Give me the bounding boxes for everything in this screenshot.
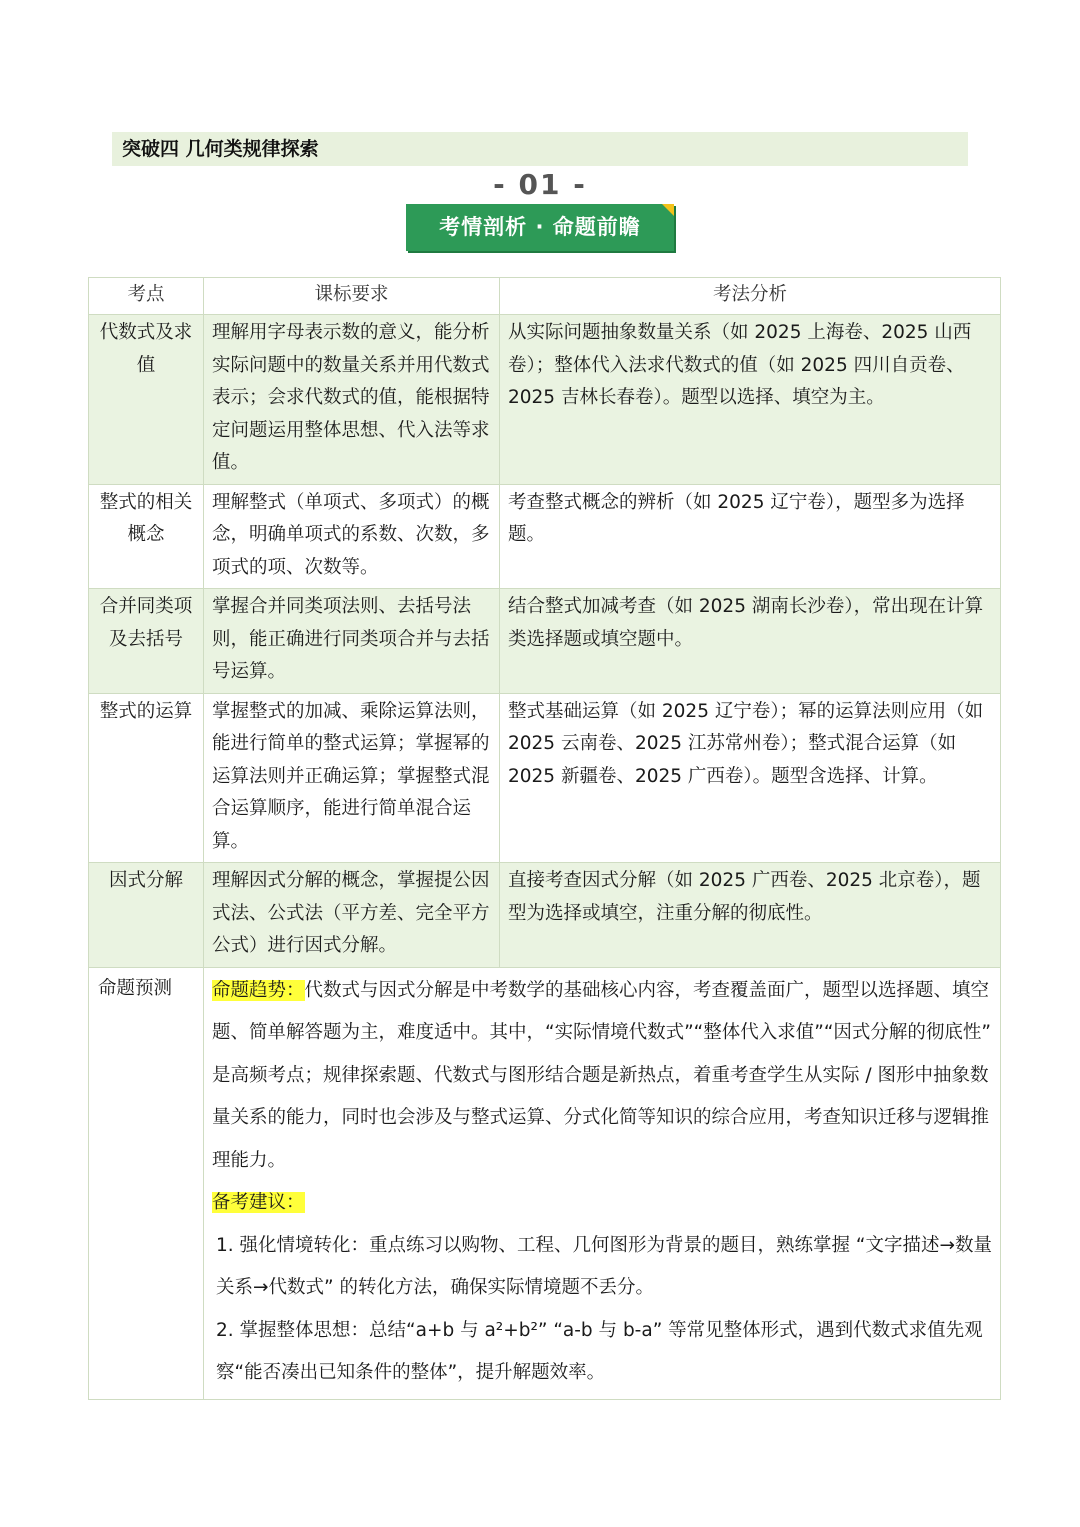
standard-cell: 理解因式分解的概念，掌握提公因式法、公式法（平方差、完全平方公式）进行因式分解。: [204, 863, 500, 968]
table-row: [89, 484, 1001, 589]
analysis-cell: 结合整式加减考查（如 2025 湖南长沙卷），常出现在计算类选择题或填空题中。: [500, 589, 1001, 694]
forecast-content-cell: [204, 967, 1001, 1399]
analysis-cell: 直接考查因式分解（如 2025 广西卷、2025 北京卷），题型为选择或填空，注重分解的彻底性。: [500, 863, 1001, 968]
exam-analysis-table: [88, 277, 1001, 1400]
table-row: [89, 863, 1001, 968]
page-number: - 01 -: [493, 168, 587, 201]
forecast-topic-cell: 命题预测: [89, 967, 204, 1399]
topic-cell: 合并同类项及去括号: [89, 589, 204, 694]
standard-cell: 理解用字母表示数的意义，能分析实际问题中的数量关系并用代数式表示；会求代数式的值，能根据特定问题运用整体思想、代入法等求值。: [204, 315, 500, 485]
header-topic: 考点: [89, 278, 204, 315]
forecast-row: [89, 967, 1001, 1399]
analysis-cell: 考查整式概念的辨析（如 2025 辽宁卷），题型多为选择题。: [500, 484, 1001, 589]
trend-label: 命题趋势：: [212, 979, 305, 1001]
advice-label: 备考建议：: [212, 1192, 305, 1213]
topic-cell: 代数式及求值: [89, 315, 204, 485]
analysis-cell: 整式基础运算（如 2025 辽宁卷）；幂的运算法则应用（如 2025 云南卷、2025 江苏常州卷）；整式混合运算（如 2025 新疆卷、2025 广西卷）。题型含选择、计算。: [500, 693, 1001, 863]
banner-corner-decoration: [662, 204, 674, 216]
forecast-advice-heading: [212, 1182, 992, 1225]
section-banner: [406, 204, 674, 251]
table-row: [89, 589, 1001, 694]
standard-cell: 掌握合并同类项法则、去括号法则，能正确进行同类项合并与去括号运算。: [204, 589, 500, 694]
advice-item: 2. 掌握整体思想：总结“a+b 与 a²+b²” “a-b 与 b-a” 等常见整体形式，遇到代数式求值先观察“能否凑出已知条件的整体”，提升解题效率。: [216, 1319, 983, 1383]
section-title: 突破四 几何类规律探索: [112, 132, 968, 166]
analysis-cell: 从实际问题抽象数量关系（如 2025 上海卷、2025 山西卷）；整体代入法求代数式的值（如 2025 四川自贡卷、2025 吉林长春卷）。题型以选择、填空为主。: [500, 315, 1001, 485]
standard-cell: 理解整式（单项式、多项式）的概念，明确单项式的系数、次数，多项式的项、次数等。: [204, 484, 500, 589]
table-row: [89, 315, 1001, 485]
table-header-row: [89, 278, 1001, 315]
table-row: [89, 693, 1001, 863]
forecast-trend: [212, 970, 992, 1183]
advice-item: 1. 强化情境转化：重点练习以购物、工程、几何图形为背景的题目，熟练掌握 “文字描述→数量关系→代数式” 的转化方法，确保实际情境题不丢分。: [216, 1234, 993, 1298]
topic-cell: 因式分解: [89, 863, 204, 968]
header-analysis: 考法分析: [500, 278, 1001, 315]
header-standard: 课标要求: [204, 278, 500, 315]
trend-text: 代数式与因式分解是中考数学的基础核心内容，考查覆盖面广，题型以选择题、填空题、简单解答题为主，难度适中。其中，“实际情境代数式”“整体代入求值”“因式分解的彻底性” 是高频考点；规律探索题、代数式与图形结合题是新热点，着重考查学生从实际 / 图形中抽象数量关系的能力，同时也会涉及与整式运算、分式化简等知识的综合应用，考查知识迁移与逻辑推理能力。: [212, 979, 992, 1171]
standard-cell: 掌握整式的加减、乘除运算法则，能进行简单的整式运算；掌握幂的运算法则并正确运算；掌握整式混合运算顺序，能进行简单混合运算。: [204, 693, 500, 863]
topic-cell: 整式的相关概念: [89, 484, 204, 589]
topic-cell: 整式的运算: [89, 693, 204, 863]
banner-label: 考情剖析 · 命题前瞻: [439, 215, 641, 239]
